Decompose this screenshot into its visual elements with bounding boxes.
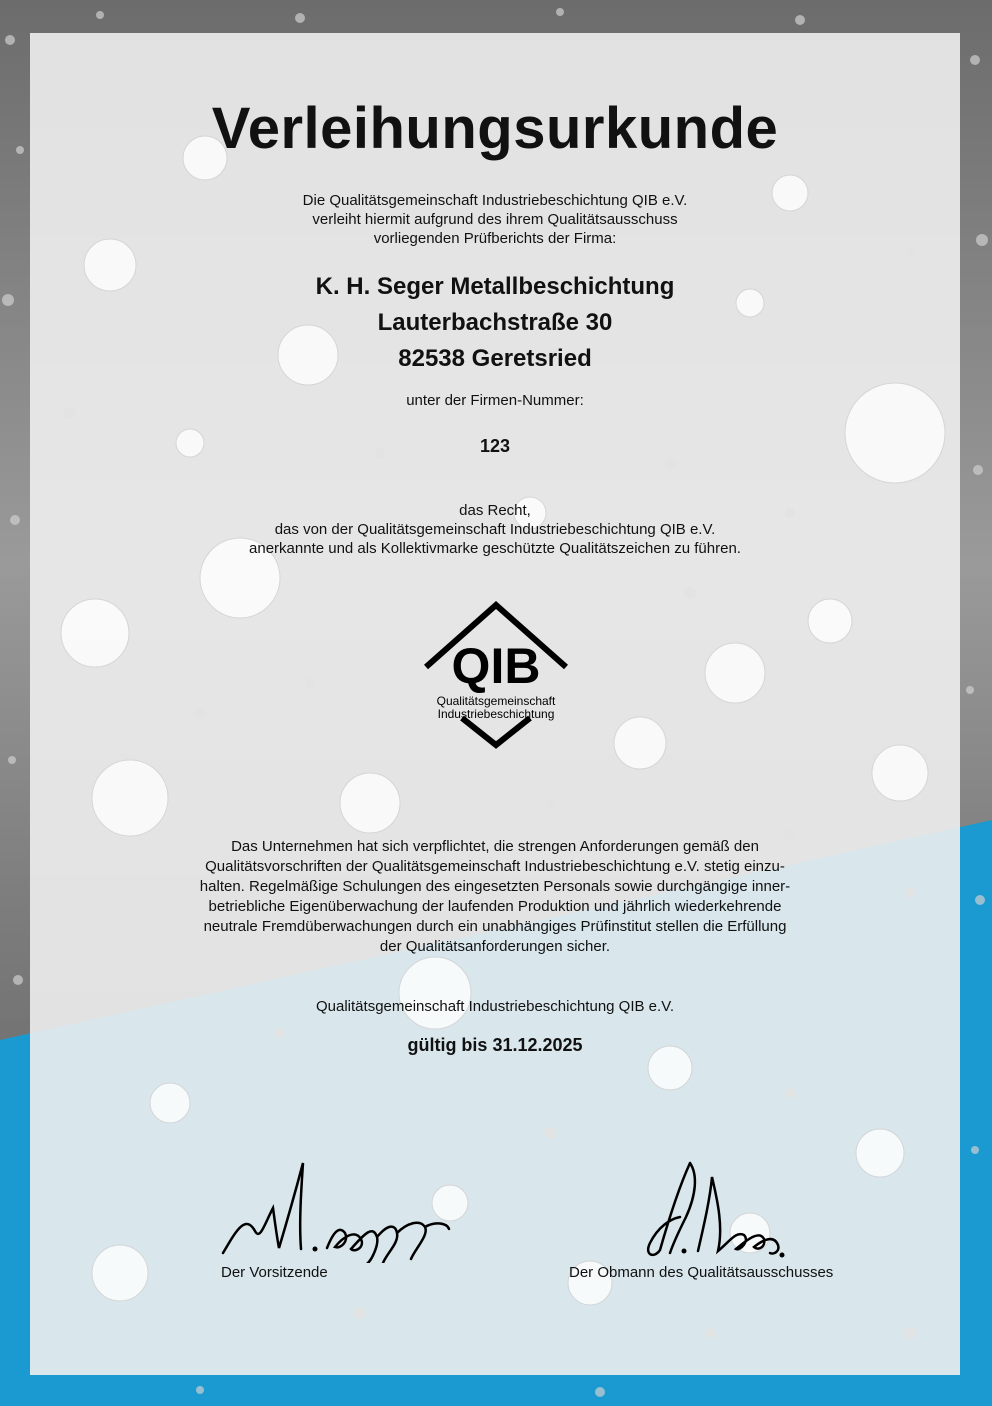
company-street: Lauterbachstraße 30	[377, 309, 613, 336]
validity: gültig bis 31.12.2025	[407, 1035, 583, 1055]
right-line: anerkannte und als Kollektivmarke geschützte Qualitätszeichen zu führen.	[249, 540, 741, 557]
paragraph-line: Qualitätsvorschriften der Qualitätsgemeinschaft Industriebeschichtung e.V. stetig einzu-	[205, 858, 785, 875]
right-line: das Recht,	[459, 502, 531, 519]
logo-line2: Industriebeschichtung	[437, 707, 555, 721]
intro-line: verleiht hiermit aufgrund des ihrem Qualitätsausschuss	[312, 211, 678, 228]
certificate-title: Verleihungsurkunde	[211, 96, 779, 161]
paragraph-line: halten. Regelmäßige Schulungen des eingesetzten Personals sowie durchgängige inner-	[199, 878, 791, 895]
paragraph-line: der Qualitätsanforderungen sicher.	[379, 938, 611, 955]
commitment-paragraph	[30, 837, 960, 957]
signature-left-label: Der Vorsitzende	[221, 1264, 328, 1281]
logo-line1: Qualitätsgemeinschaft	[436, 694, 556, 708]
paragraph-line: Das Unternehmen hat sich verpflichtet, die strengen Anforderungen gemäß den	[231, 838, 759, 855]
qib-logo	[420, 601, 572, 751]
paragraph-line: neutrale Fremdüberwachungen durch ein unabhängiges Prüfinstitut stellen die Erfüllung	[203, 918, 787, 935]
company-city: 82538 Geretsried	[398, 345, 592, 372]
logo-acronym: QIB	[451, 638, 541, 694]
signature-right-label: Der Obmann des Qualitätsausschusses	[569, 1264, 834, 1281]
firm-number-label: unter der Firmen-Nummer:	[406, 392, 584, 409]
signature-left	[215, 1153, 455, 1263]
issuer: Qualitätsgemeinschaft Industriebeschichtung QIB e.V.	[316, 998, 674, 1015]
intro-line: vorliegenden Prüfberichts der Firma:	[373, 230, 617, 247]
certificate-panel	[30, 33, 960, 1375]
paragraph-line: betriebliche Eigenüberwachung der laufenden Produktion und jährlich wiederkehrende	[208, 898, 782, 915]
right-text	[30, 501, 960, 558]
right-line: das von der Qualitätsgemeinschaft Industriebeschichtung QIB e.V.	[274, 521, 716, 538]
intro-line: Die Qualitätsgemeinschaft Industriebeschichtung QIB e.V.	[302, 192, 688, 209]
company-name: K. H. Seger Metallbeschichtung	[315, 273, 675, 300]
signature-right	[640, 1155, 790, 1265]
company-block	[30, 269, 960, 377]
intro-text	[30, 191, 960, 248]
firm-number: 123	[479, 436, 511, 456]
